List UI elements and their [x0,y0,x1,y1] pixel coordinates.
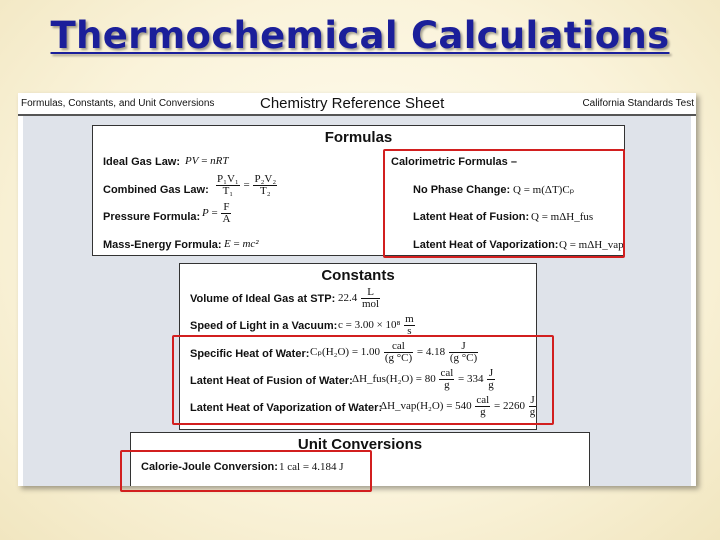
no-phase-equation: Q = m(ΔT)Cₚ [513,184,575,196]
vapor-water-expr: ΔH_vap(H₂O) = 540 [380,400,472,413]
vapor-water-mid: = 2260 [493,400,525,413]
mass-energy-equation: E = mc² [224,238,259,250]
fusion-water-expr: ΔH_fus(H₂O) = 80 [352,373,436,386]
combined-gas-n1: P₁V₁ [217,173,239,185]
ideal-gas-label: Ideal Gas Law: [103,156,181,168]
ideal-gas-volume-number: 22.4 [338,292,358,305]
calorimetric-highlight [383,149,625,258]
mass-energy-rhs: mc² [242,238,259,250]
fusion-label: Latent Heat of Fusion: [413,211,530,223]
water-constants-highlight [172,335,554,425]
fusion-water-den2: g [488,379,494,391]
sheet-header [18,93,696,116]
fusion-water-mid: = 334 [458,373,484,386]
constants-title: Constants [321,267,395,284]
vapor-water-den2: g [529,406,536,418]
specific-heat-den2: (g °C) [449,352,478,364]
ideal-gas-volume-value [338,287,381,310]
combined-gas-n2: P₂V₂ [254,173,277,185]
pressure-equation: P = $\frac{F}{A}$ [202,201,231,225]
ideal-gas-rhs: nRT [210,155,229,167]
speed-of-light-label: Speed of Light in a Vacuum: [190,320,338,332]
formulas-title: Formulas [324,129,393,146]
fusion-water-num1: cal [440,367,454,379]
conversion-highlight [120,450,372,492]
pressure-lhs: P [202,207,209,220]
vapor-water-num2: J [530,394,535,406]
sheet-left-margin [18,116,23,486]
specific-heat-expr: Cₚ(H₂O) = 1.00 [310,346,381,359]
fusion-water-den1: g [444,379,450,391]
slide-title: Thermochemical Calculations [50,14,670,57]
sheet-right-margin [691,116,696,486]
specific-heat-label: Specific Heat of Water: [190,348,310,360]
fusion-equation: Q = mΔH_fus [531,211,594,223]
specific-heat-num1: cal [384,341,413,353]
pressure-label: Pressure Formula: [103,211,201,223]
specific-heat-num2: J [449,341,478,353]
conversions-title: Unit Conversions [297,436,423,453]
combined-gas-d1: T₁ [222,185,234,197]
fusion-water-label: Latent Heat of Fusion of Water: [190,375,353,387]
no-phase-label: No Phase Change: [413,184,511,196]
ideal-gas-volume-label: Volume of Ideal Gas at STP: [190,293,336,305]
speed-of-light-num: m [405,313,414,325]
vaporization-label: Latent Heat of Vaporization: [413,239,559,251]
vapor-water-num1: cal [476,394,490,406]
sheet-header-center: Chemistry Reference Sheet [260,95,445,112]
sheet-header-left: Formulas, Constants, and Unit Conversions [21,98,215,109]
cal-joule-equation: 1 cal = 4.184 J [279,461,344,473]
speed-of-light-den: s [407,325,412,337]
combined-gas-equation: $\frac{\text{P₁V₁}}{\text{T₁}}$ = $\frac{\text{P₂V₂}}{\text{T₂}}$ [217,173,277,197]
pressure-den: A [222,213,231,225]
vapor-water-label: Latent Heat of Vaporization of Water: [190,402,383,414]
combined-gas-d2: T₂ [260,185,271,197]
ideal-gas-lhs: PV [185,155,199,167]
ideal-gas-volume-den: mol [362,298,380,310]
ideal-gas-equation: PV = nRT [185,155,229,167]
cal-joule-label: Calorie-Joule Conversion: [141,461,278,473]
pressure-num: F [223,201,230,213]
ideal-gas-volume-num: L [361,287,380,299]
sheet-header-right: California Standards Test [582,98,694,109]
mass-energy-lhs: E [224,238,231,250]
mass-energy-label: Mass-Energy Formula: [103,239,222,251]
speed-of-light-value [338,314,416,337]
specific-heat-mid: = 4.18 [416,346,446,359]
calorimetric-title: Calorimetric Formulas – [391,156,517,168]
vapor-water-den1: g [480,406,486,418]
combined-gas-label: Combined Gas Law: [103,184,209,196]
speed-of-light-number: c = 3.00 × 10⁸ [338,319,401,332]
vaporization-equation: Q = mΔH_vap [559,239,624,251]
fusion-water-num2: J [488,367,494,379]
specific-heat-den1: (g °C) [384,352,413,364]
